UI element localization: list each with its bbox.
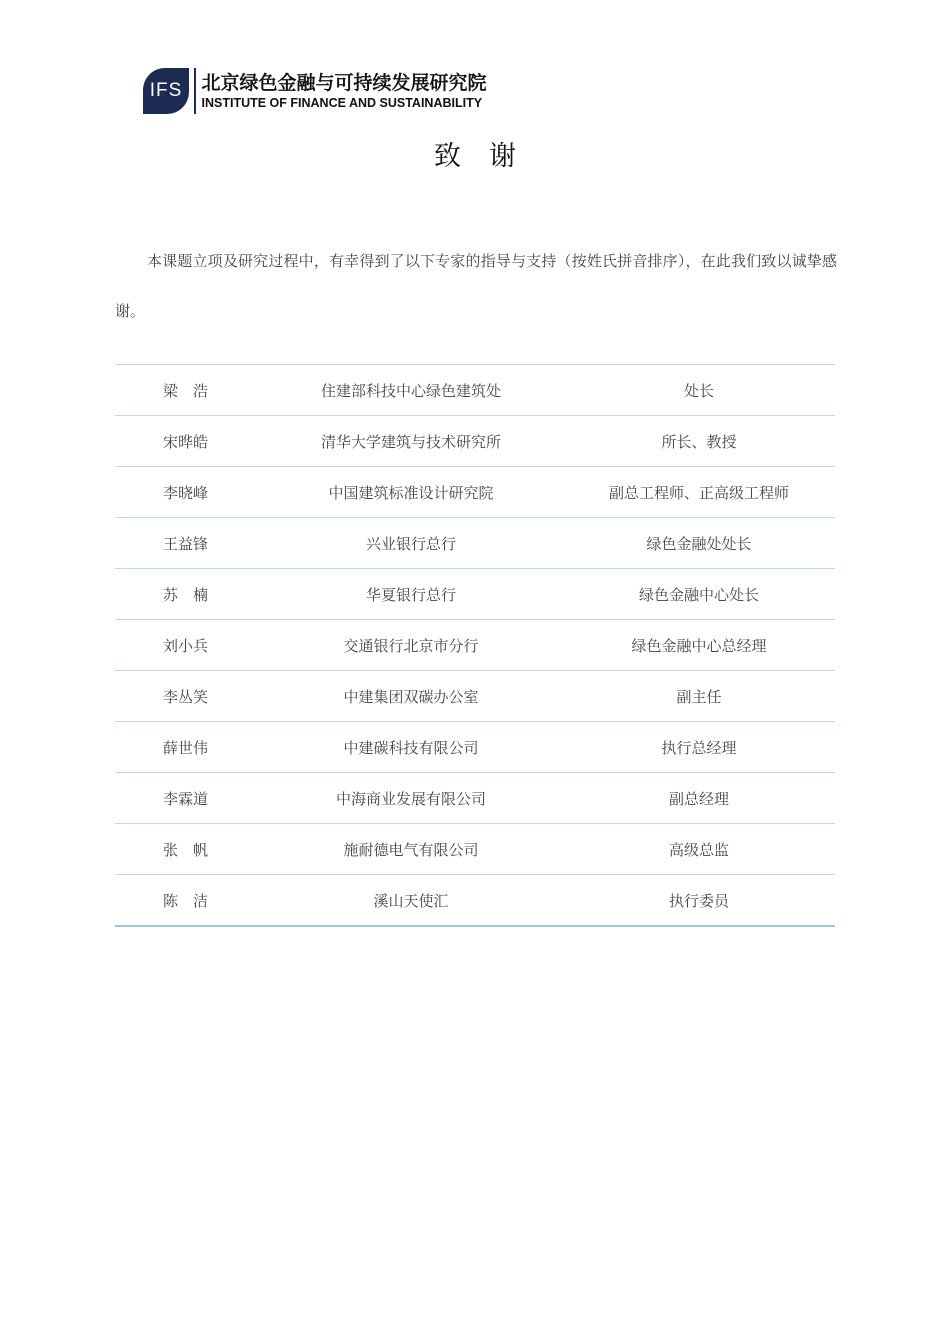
institute-logo — [143, 67, 487, 115]
table-row — [115, 569, 835, 620]
expert-organization: 中海商业发展有限公司 — [259, 773, 563, 824]
expert-organization: 中建集团双碳办公室 — [259, 671, 563, 722]
ifs-logo-mark: IFS — [143, 68, 189, 114]
expert-name: 刘小兵 — [115, 620, 259, 671]
expert-position: 执行委员 — [563, 875, 835, 927]
expert-organization: 住建部科技中心绿色建筑处 — [259, 365, 563, 416]
experts-table — [115, 364, 835, 927]
table-row — [115, 518, 835, 569]
expert-position: 所长、教授 — [563, 416, 835, 467]
expert-position: 副主任 — [563, 671, 835, 722]
table-row — [115, 671, 835, 722]
expert-organization: 施耐德电气有限公司 — [259, 824, 563, 875]
table-row — [115, 467, 835, 518]
expert-position: 绿色金融中心处长 — [563, 569, 835, 620]
table-row — [115, 365, 835, 416]
expert-name: 张 帆 — [115, 824, 259, 875]
expert-name: 李晓峰 — [115, 467, 259, 518]
expert-organization: 溪山天使汇 — [259, 875, 563, 927]
expert-organization: 中国建筑标准设计研究院 — [259, 467, 563, 518]
expert-name: 王益锋 — [115, 518, 259, 569]
expert-position: 副总工程师、正高级工程师 — [563, 467, 835, 518]
expert-position: 绿色金融处处长 — [563, 518, 835, 569]
expert-position: 副总经理 — [563, 773, 835, 824]
expert-name: 薛世伟 — [115, 722, 259, 773]
expert-organization: 清华大学建筑与技术研究所 — [259, 416, 563, 467]
table-row — [115, 824, 835, 875]
expert-name: 梁 浩 — [115, 365, 259, 416]
expert-name: 陈 洁 — [115, 875, 259, 927]
org-name-en: INSTITUTE OF FINANCE AND SUSTAINABILITY — [201, 96, 483, 110]
table-row — [115, 722, 835, 773]
expert-name: 李霖道 — [115, 773, 259, 824]
page-title: 致谢 — [434, 141, 544, 172]
expert-position: 执行总经理 — [563, 722, 835, 773]
table-row — [115, 773, 835, 824]
table-row — [115, 416, 835, 467]
intro-paragraph: 本课题立项及研究过程中，有幸得到了以下专家的指导与支持（按姓氏拼音排序），在此我们致以诚挚感谢。 — [115, 252, 837, 320]
expert-position: 绿色金融中心总经理 — [563, 620, 835, 671]
expert-position: 高级总监 — [563, 824, 835, 875]
table-row — [115, 875, 835, 927]
expert-name: 宋晔皓 — [115, 416, 259, 467]
expert-organization: 兴业银行总行 — [259, 518, 563, 569]
expert-organization: 中建碳科技有限公司 — [259, 722, 563, 773]
expert-position: 处长 — [563, 365, 835, 416]
expert-organization: 交通银行北京市分行 — [259, 620, 563, 671]
expert-name: 苏 楠 — [115, 569, 259, 620]
table-row — [115, 620, 835, 671]
logo-divider — [194, 68, 196, 114]
expert-organization: 华夏银行总行 — [259, 569, 563, 620]
org-name-cn: 北京绿色金融与可持续发展研究院 — [201, 72, 487, 94]
expert-name: 李丛笑 — [115, 671, 259, 722]
